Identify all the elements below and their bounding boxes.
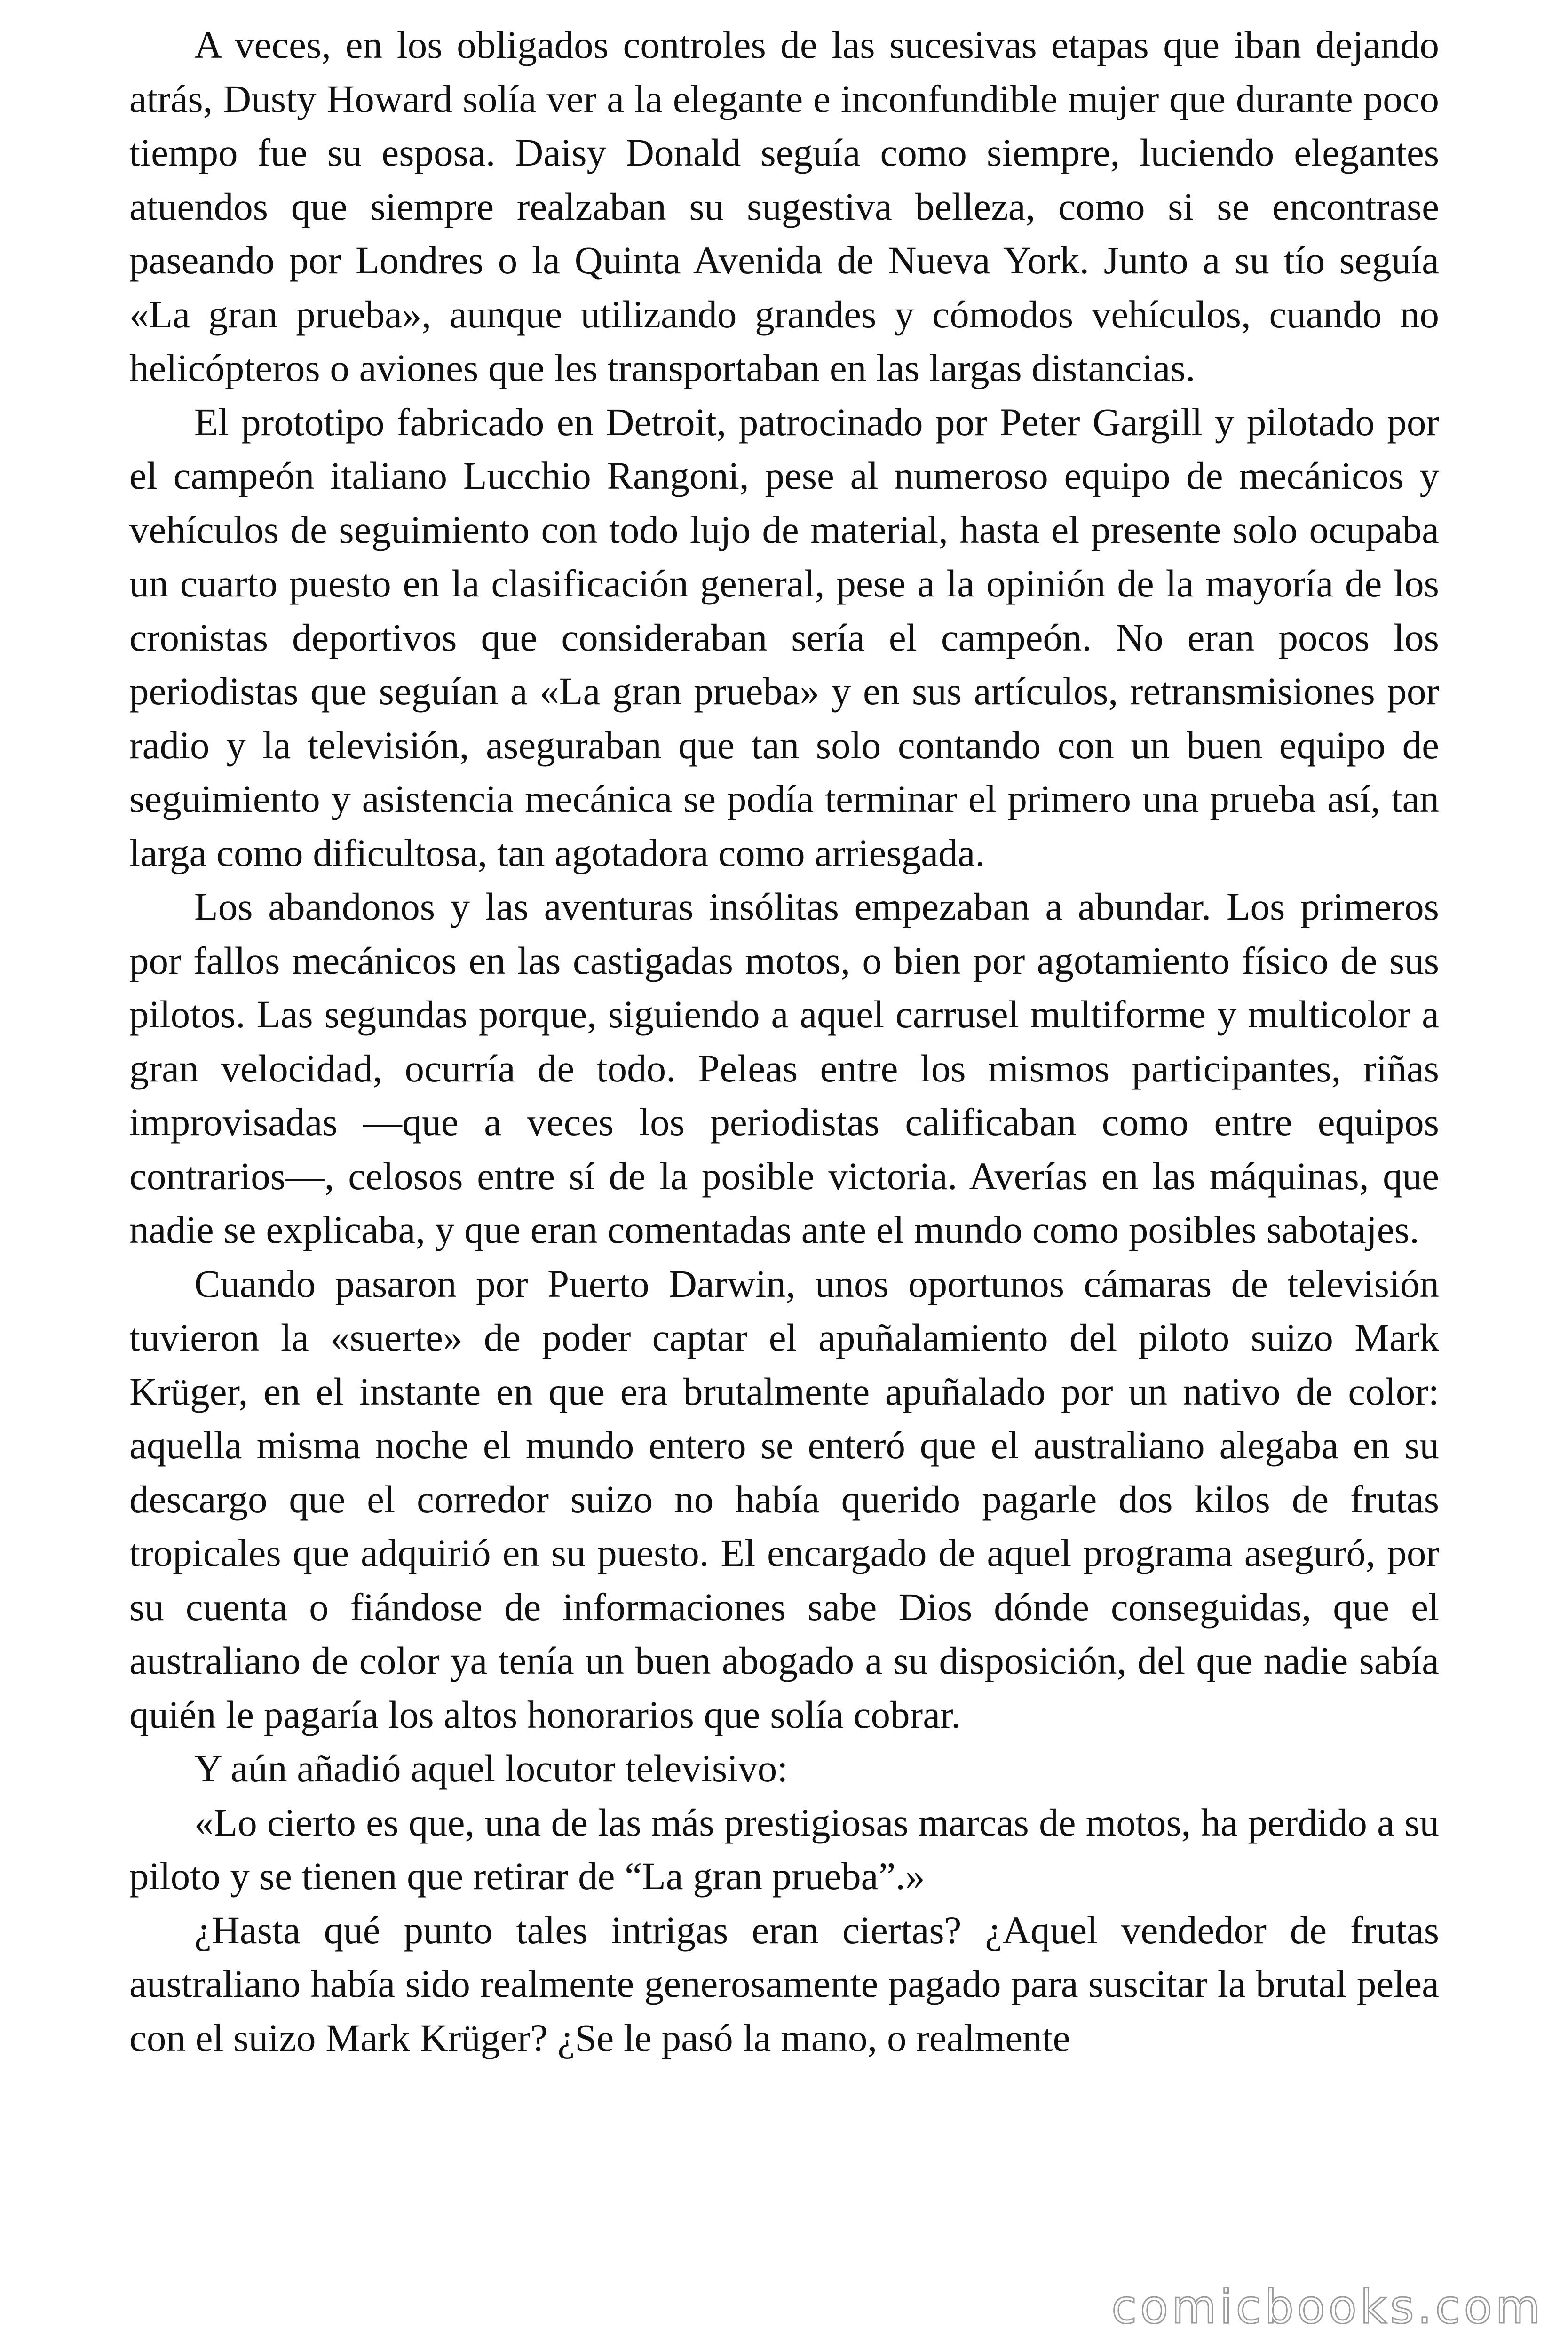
paragraph-3: Los abandonos y las aventuras insólitas empezaban a abundar. Los primeros por fallos mecánicos en las castigadas motos, o bien por agotamiento físico de sus pilotos. Las segundas porque, siguiendo a aquel carrusel multiforme y multicolor a gran velocidad, ocurría de todo. Peleas entre los mismos participantes, riñas improvisadas —que a veces los periodistas calificaban como entre equipos contrarios—, celosos entre sí de la posible victoria. Averías en las máquinas, que nadie se explicaba, y que eran comentadas ante el mundo como posibles sabotajes. — [129, 885, 1439, 1251]
paragraph-5: Y aún añadió aquel locutor televisivo: — [194, 1747, 788, 1790]
paragraph-4: Cuando pasaron por Puerto Darwin, unos oportunos cámaras de televisión tuvieron la «suerte» de poder captar el apuñalamiento del piloto suizo Mark Krüger, en el instante en que era brutalmente apuñalado por un nativo de color: aquella misma noche el mundo entero se enteró que el australiano alegaba en su descargo que el corredor suizo no había querido pagarle dos kilos de frutas tropicales que adquirió en su puesto. El encargado de aquel programa aseguró, por su cuenta o fiándose de informaciones sabe Dios dónde conseguidas, que el australiano de color ya tenía un buen abogado a su disposición, del que nadie sabía quién le pagaría los altos honorarios que solía cobrar. — [129, 1262, 1439, 1736]
watermark: comicbooks.com — [1111, 2280, 1544, 2334]
paragraph-2: El prototipo fabricado en Detroit, patrocinado por Peter Gargill y pilotado por el campeón italiano Lucchio Rangoni, pese al numeroso equipo de mecánicos y vehículos de seguimiento con todo lujo de material, hasta el presente solo ocupaba un cuarto puesto en la clasificación general, pese a la opinión de la mayoría de los cronistas deportivos que consideraban sería el campeón. No eran pocos los periodistas que seguían a «La gran prueba» y en sus artículos, retransmisiones por radio y la televisión, aseguraban que tan solo contando con un buen equipo de seguimiento y asistencia mecánica se podía terminar el primero una prueba así, tan larga como dificultosa, tan agotadora como arriesgada. — [129, 400, 1439, 874]
paragraph-7: ¿Hasta qué punto tales intrigas eran ciertas? ¿Aquel vendedor de frutas australiano había sido realmente generosamente pagado para suscitar la brutal pelea con el suizo Mark Krüger? ¿Se le pasó la mano, o realmente — [129, 1908, 1439, 2059]
body-text — [129, 18, 1439, 2065]
paragraph-1: A veces, en los obligados controles de las sucesivas etapas que iban dejando atrás, Dusty Howard solía ver a la elegante e inconfundible mujer que durante poco tiempo fue su esposa. Daisy Donald seguía como siempre, luciendo elegantes atuendos que siempre realzaban su sugestiva belleza, como si se encontrase paseando por Londres o la Quinta Avenida de Nueva York. Junto a su tío seguía «La gran prueba», aunque utilizando grandes y cómodos vehículos, cuando no helicópteros o aviones que les transportaban en las largas distancias. — [129, 23, 1439, 389]
paragraph-6: «Lo cierto es que, una de las más prestigiosas marcas de motos, ha perdido a su piloto y se tienen que retirar de “La gran prueba”.» — [129, 1800, 1439, 1898]
